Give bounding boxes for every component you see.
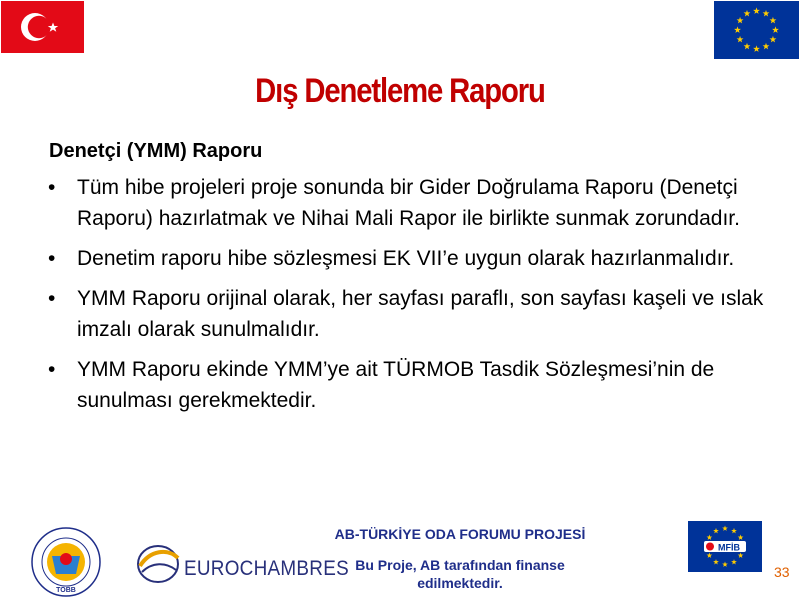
- project-name: AB-TÜRKİYE ODA FORUMU PROJESİ: [334, 526, 586, 542]
- eu-star-icon: [731, 559, 737, 564]
- eu-star-icon: [738, 535, 744, 540]
- eu-star-icon: [734, 26, 741, 33]
- funding-note: [300, 556, 620, 592]
- funding-line-2: edilmektedir.: [417, 575, 503, 591]
- funding-line-1: Bu Proje, AB tarafından finanse: [355, 557, 565, 573]
- eu-star-icon: [772, 26, 779, 33]
- eurochambres-wordmark: EUROCHAMBRES: [184, 557, 349, 580]
- eu-star-icon: [763, 43, 770, 50]
- eu-star-icon: [707, 553, 713, 558]
- bullet-item: • Denetim raporu hibe sözleşmesi EK VII’e uygun olarak hazırlanmalıdır.: [48, 243, 768, 274]
- eu-flag-icon: [714, 1, 799, 59]
- eu-star-icon: [753, 45, 760, 52]
- eu-star-icon: [713, 559, 719, 564]
- bullet-list: [48, 172, 768, 425]
- eu-star-icon: [737, 17, 744, 24]
- bullet-item: • Tüm hibe projeleri proje sonunda bir Gider Doğrulama Raporu (Denetçi Raporu) hazırlatmak ve Nihai Mali Rapor ile birlikte sunmak zorundadır.: [48, 172, 768, 234]
- eu-star-icon: [722, 526, 728, 531]
- eu-star-icon: [744, 10, 751, 17]
- eu-star-icon: [744, 43, 751, 50]
- eu-star-icon: [738, 553, 744, 558]
- eu-star-icon: [770, 36, 777, 43]
- eu-star-icon: [713, 528, 719, 533]
- eu-star-icon: [763, 10, 770, 17]
- eurochambres-logo-icon: [134, 540, 182, 588]
- eu-star-icon: [707, 535, 713, 540]
- eu-star-icon: [770, 17, 777, 24]
- eu-star-icon: [737, 36, 744, 43]
- bullet-item: • YMM Raporu orijinal olarak, her sayfası paraflı, son sayfası kaşeli ve ıslak imzalı olarak sunulmalıdır.: [48, 283, 768, 345]
- bullet-item: • YMM Raporu ekinde YMM’ye ait TÜRMOB Tasdik Sözleşmesi’nin de sunulması gerekmektedir.: [48, 354, 768, 416]
- section-heading: Denetçi (YMM) Raporu: [49, 140, 263, 162]
- turkey-flag-icon: [1, 1, 84, 53]
- tobb-logo-icon: [30, 526, 102, 598]
- eu-star-icon: [731, 528, 737, 533]
- page-number: 33: [774, 564, 790, 580]
- eu-star-icon: [753, 7, 760, 14]
- mfib-label: MFİB: [718, 542, 740, 553]
- slide-title: Dış Denetleme Raporu: [255, 72, 545, 110]
- tobb-label: TOBB: [56, 587, 76, 594]
- eu-mfib-flag-icon: [688, 521, 762, 572]
- eu-star-icon: [722, 562, 728, 567]
